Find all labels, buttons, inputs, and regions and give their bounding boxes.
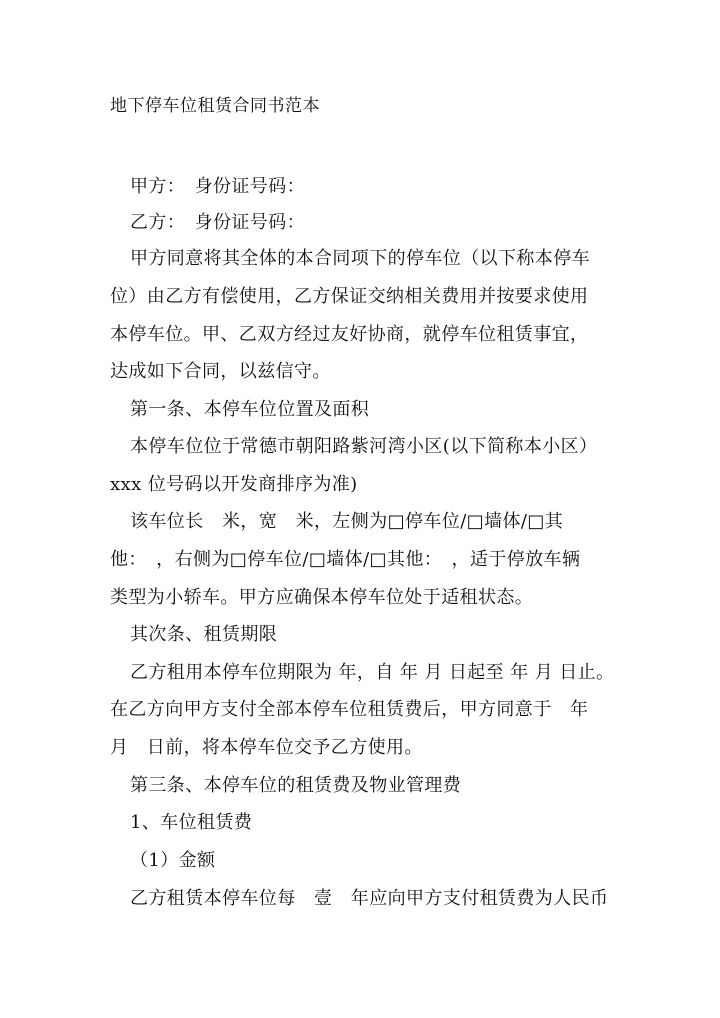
section-heading: 第三条、本停车位的租赁费及物业管理费 — [130, 775, 462, 796]
body-paragraph-line: 乙方租用本停车位期限为 年，自 年 月 日起至 年 月 日止。 — [130, 662, 615, 683]
document-title: 地下停车位租赁合同书范本 — [110, 96, 320, 116]
body-paragraph-line: 类型为小轿车。甲方应确保本停车位处于适租状态。 — [110, 587, 534, 608]
party-a-line: 甲方： 身份证号码： — [130, 176, 305, 197]
body-paragraph-line: xxx 位号码以开发商排序为准) — [110, 474, 358, 495]
body-paragraph-line: 乙方租赁本停车位每 壹 年应向甲方支付租赁费为人民币 — [130, 888, 609, 909]
section-heading: 其次条、租赁期限 — [130, 624, 278, 645]
body-paragraph-line: 位）由乙方有偿使用，乙方保证交纳相关费用并按要求使用 — [110, 286, 589, 307]
body-paragraph-line: 他： ，右侧为□停车位/□墙体/□其他： ，适于停放车辆 — [110, 549, 581, 570]
body-paragraph-line: 在乙方向甲方支付全部本停车位租赁费后，甲方同意于 年 — [110, 699, 589, 720]
subsection-heading: 1、车位租赁费 — [130, 812, 253, 833]
body-paragraph-line: 月 日前，将本停车位交予乙方使用。 — [110, 737, 423, 758]
section-heading: 第一条、本停车位位置及面积 — [130, 399, 370, 420]
body-paragraph-line: 本停车位位于常德市朝阳路紫河湾小区(以下简称本小区） — [130, 436, 598, 457]
party-b-line: 乙方： 身份证号码： — [130, 212, 305, 233]
body-paragraph-line: 本停车位。甲、乙双方经过友好协商，就停车位租赁事宜， — [110, 324, 589, 345]
subsection-heading: （1）金额 — [130, 850, 216, 871]
body-paragraph-line: 该车位长 米，宽 米，左侧为□停车位/□墙体/□其 — [130, 511, 564, 532]
body-paragraph-line: 甲方同意将其全体的本合同项下的停车位（以下称本停车 — [130, 248, 590, 269]
body-paragraph-line: 达成如下合同，以兹信守。 — [110, 361, 331, 382]
